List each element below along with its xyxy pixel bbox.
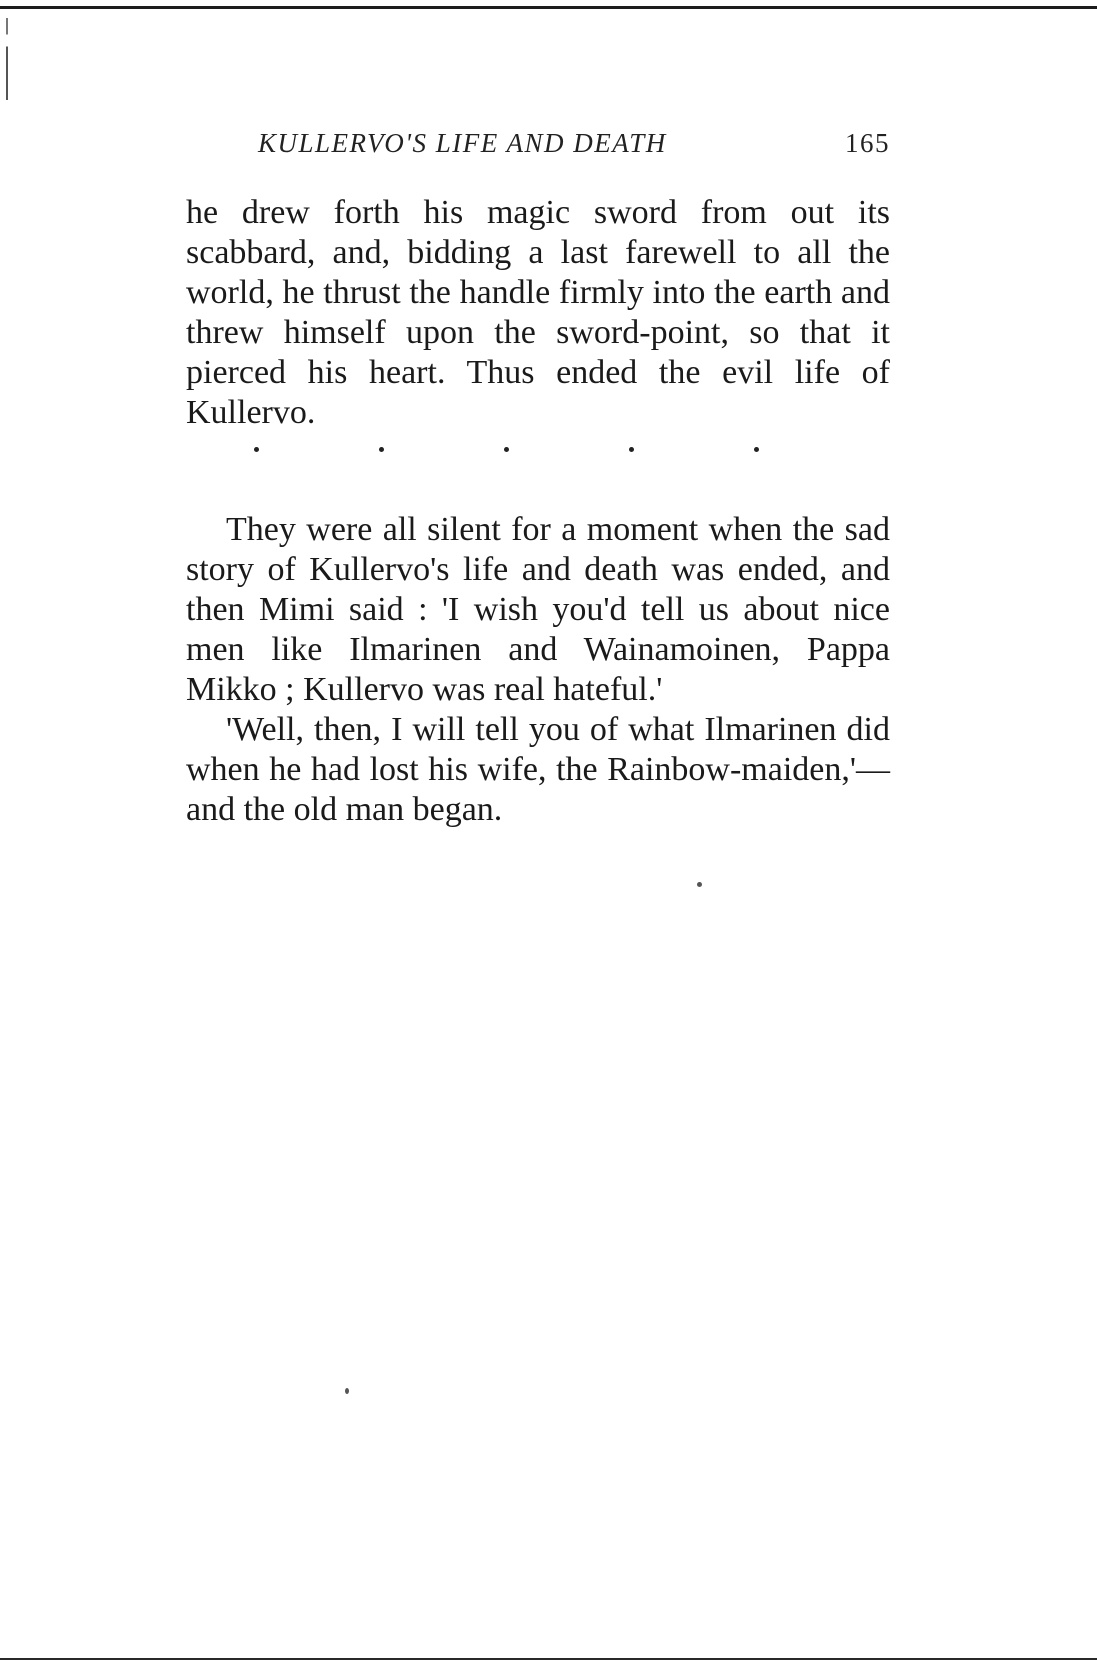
body-text-bottom [186, 510, 890, 830]
print-speck [345, 1388, 349, 1394]
print-speck [697, 882, 702, 887]
section-break [254, 447, 814, 463]
running-head-title: KULLERVO'S LIFE AND DEATH [258, 128, 667, 158]
section-break-dot [629, 447, 634, 452]
section-break-dot [379, 447, 384, 452]
paragraph-continuation: he drew forth his magic sword from out its scabbard, and, bidding a last farewell to all the world, he thrust the handle firmly into the earth and threw himself upon the sword-point, so that it pierced his heart. Thus ended the evil life of Kullervo. [186, 194, 890, 431]
top-page-edge [0, 6, 1097, 9]
paragraph-mimi: They were all silent for a moment when the sad story of Kullervo's life and death was ended, and then Mimi said : 'I wish you'd tell us about nice men like Ilmarinen and Wainamoinen, Pappa Mikko ; Kullervo was real hateful.' [186, 511, 890, 708]
section-break-dot [504, 447, 509, 452]
body-text-top [186, 193, 890, 433]
margin-mark [6, 18, 8, 100]
paragraph-ilmarinen: 'Well, then, I will tell you of what Ilmarinen did when he had lost his wife, the Rainbow-maiden,'—and the old man began. [186, 711, 890, 828]
section-break-dot [254, 447, 259, 452]
section-break-dot [754, 447, 759, 452]
page-number: 165 [845, 128, 890, 158]
bottom-page-edge [0, 1658, 1097, 1660]
